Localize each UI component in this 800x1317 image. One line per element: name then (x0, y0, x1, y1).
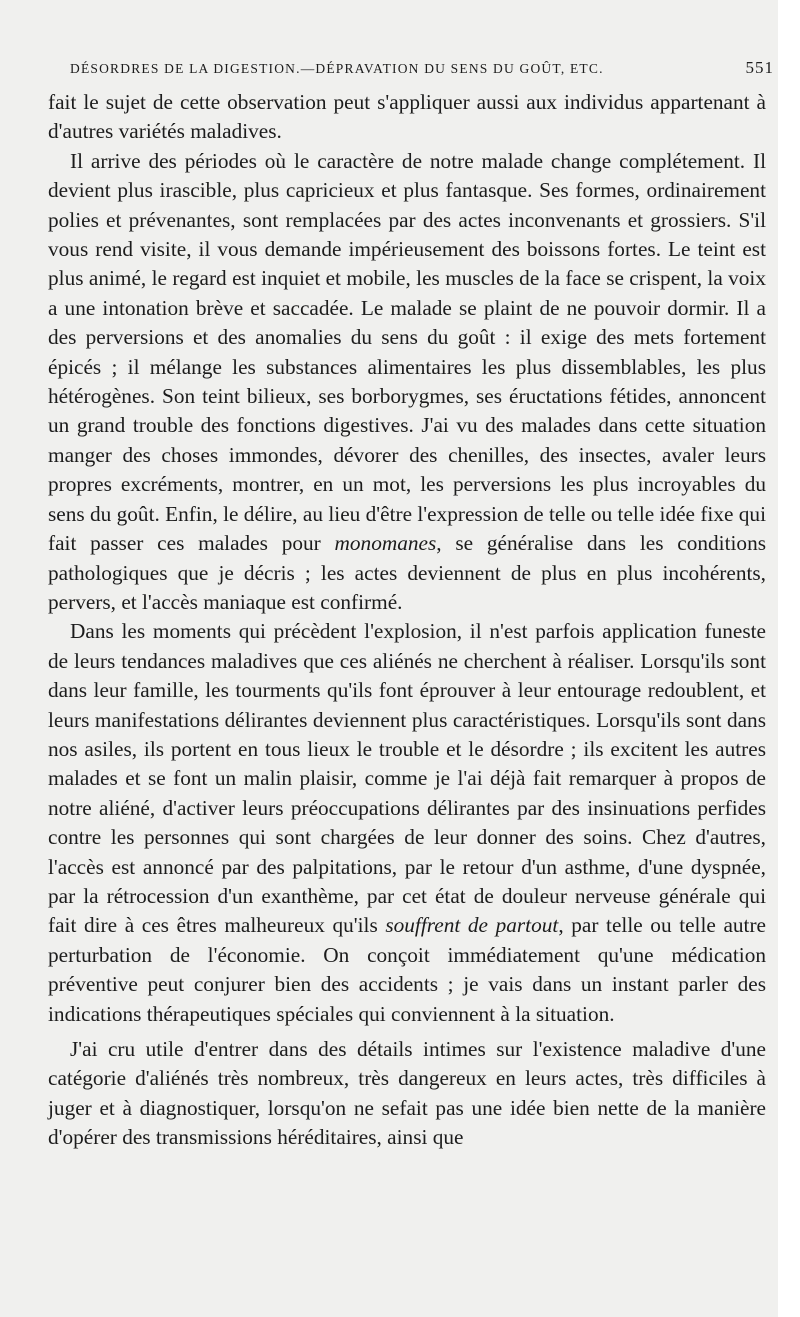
running-header (70, 58, 774, 88)
header-title: DÉSORDRES DE LA DIGESTION.—DÉPRAVATION DU SENS DU GOÛT, ETC. (70, 61, 604, 76)
paragraph-4-text: J'ai cru utile d'entrer dans des détails intimes sur l'existence maladive d'une catégorie d'aliénés très nombreux, très dangereux en leurs actes, très difficiles à juger et à diagnostiquer, lorsqu'on ne sefait pas une idée bien nette de la manière d'opérer des transmissions héréditaires, ainsi que (48, 1037, 766, 1150)
paragraph-3-text-a: Dans les moments qui précèdent l'explosion, il n'est parfois application funeste de leurs tendances maladives que ces aliénés ne cherchent à réaliser. Lorsqu'ils sont dans leur famille, les tourments qu'ils font éprouver à leur entourage redoublent, et leurs manifestations délirantes deviennent plus caractéristiques. Lorsqu'ils sont dans nos asiles, ils portent en tous lieux le trouble et le désordre ; ils excitent les autres malades et se font un malin plaisir, comme je l'ai déjà fait remarquer à propos de notre aliéné, d'activer leurs préoccupations délirantes par des insinuations perfides contre les personnes qui sont chargées de leur donner des soins. Chez d'autres, l'accès est annoncé par des palpitations, par le retour d'un asthme, d'une dyspnée, par la rétrocession d'un exanthème, par cet état de douleur nerveuse générale qui fait dire à ces êtres malheureux qu'ils (48, 619, 766, 938)
paragraph-2-text-b: , se généralise dans les conditions pathologiques que je décris ; les actes deviennent de plus en plus incohérents, pervers, et l'accès maniaque est confirmé. (48, 531, 767, 614)
paragraph-3 (48, 617, 766, 1029)
paragraph-2 (48, 147, 766, 618)
body-text (48, 88, 766, 1153)
paragraph-2-text-a: Il arrive des périodes où le caractère de notre malade change complétement. Il devient plus irascible, plus capricieux et plus fantasque. Ses formes, ordinairement polies et prévenantes, sont remplacées par des actes inconvenants et grossiers. S'il vous rend visite, il vous demande impérieusement des boissons fortes. Le teint est plus animé, le regard est inquiet et mobile, les muscles de la face se crispent, la voix a une intonation brève et saccadée. Le malade se plaint de ne pouvoir dormir. Il a des perversions et des anomalies du sens du goût : il exige des mets fortement épicés ; il mélange les substances alimentaires les plus dissemblables, les plus hétérogènes. Son teint bilieux, ses borborygmes, ses éructations fétides, annoncent un grand trouble des fonctions digestives. J'ai vu des malades dans cette situation manger des choses immondes, dévorer des chenilles, des insectes, avaler leurs propres excréments, montrer, en un mot, les perversions les plus incroyables du sens du goût. Enfin, le délire, au lieu d'être l'expression de telle ou telle idée fixe qui fait passer ces malades pour (48, 148, 766, 556)
paragraph-4 (48, 1035, 766, 1153)
paragraph-3-emphasis: souffrent de partout (385, 913, 559, 938)
paragraph-1 (48, 88, 766, 147)
paragraph-2-emphasis: monomanes (334, 531, 437, 556)
paragraph-1-text: fait le sujet de cette observation peut s'appliquer aussi aux individus appartenant à d'autres variétés maladives. (48, 90, 766, 144)
page-edge (778, 0, 800, 1317)
page-number: 551 (745, 58, 774, 77)
paragraph-3-text-b: , par telle ou telle autre perturbation de l'économie. On conçoit immédiatement qu'une médication préventive peut conjurer bien des accidents ; je vais dans un instant parler des indications thérapeutiques spéciales qui conviennent à la situation. (48, 913, 767, 1026)
